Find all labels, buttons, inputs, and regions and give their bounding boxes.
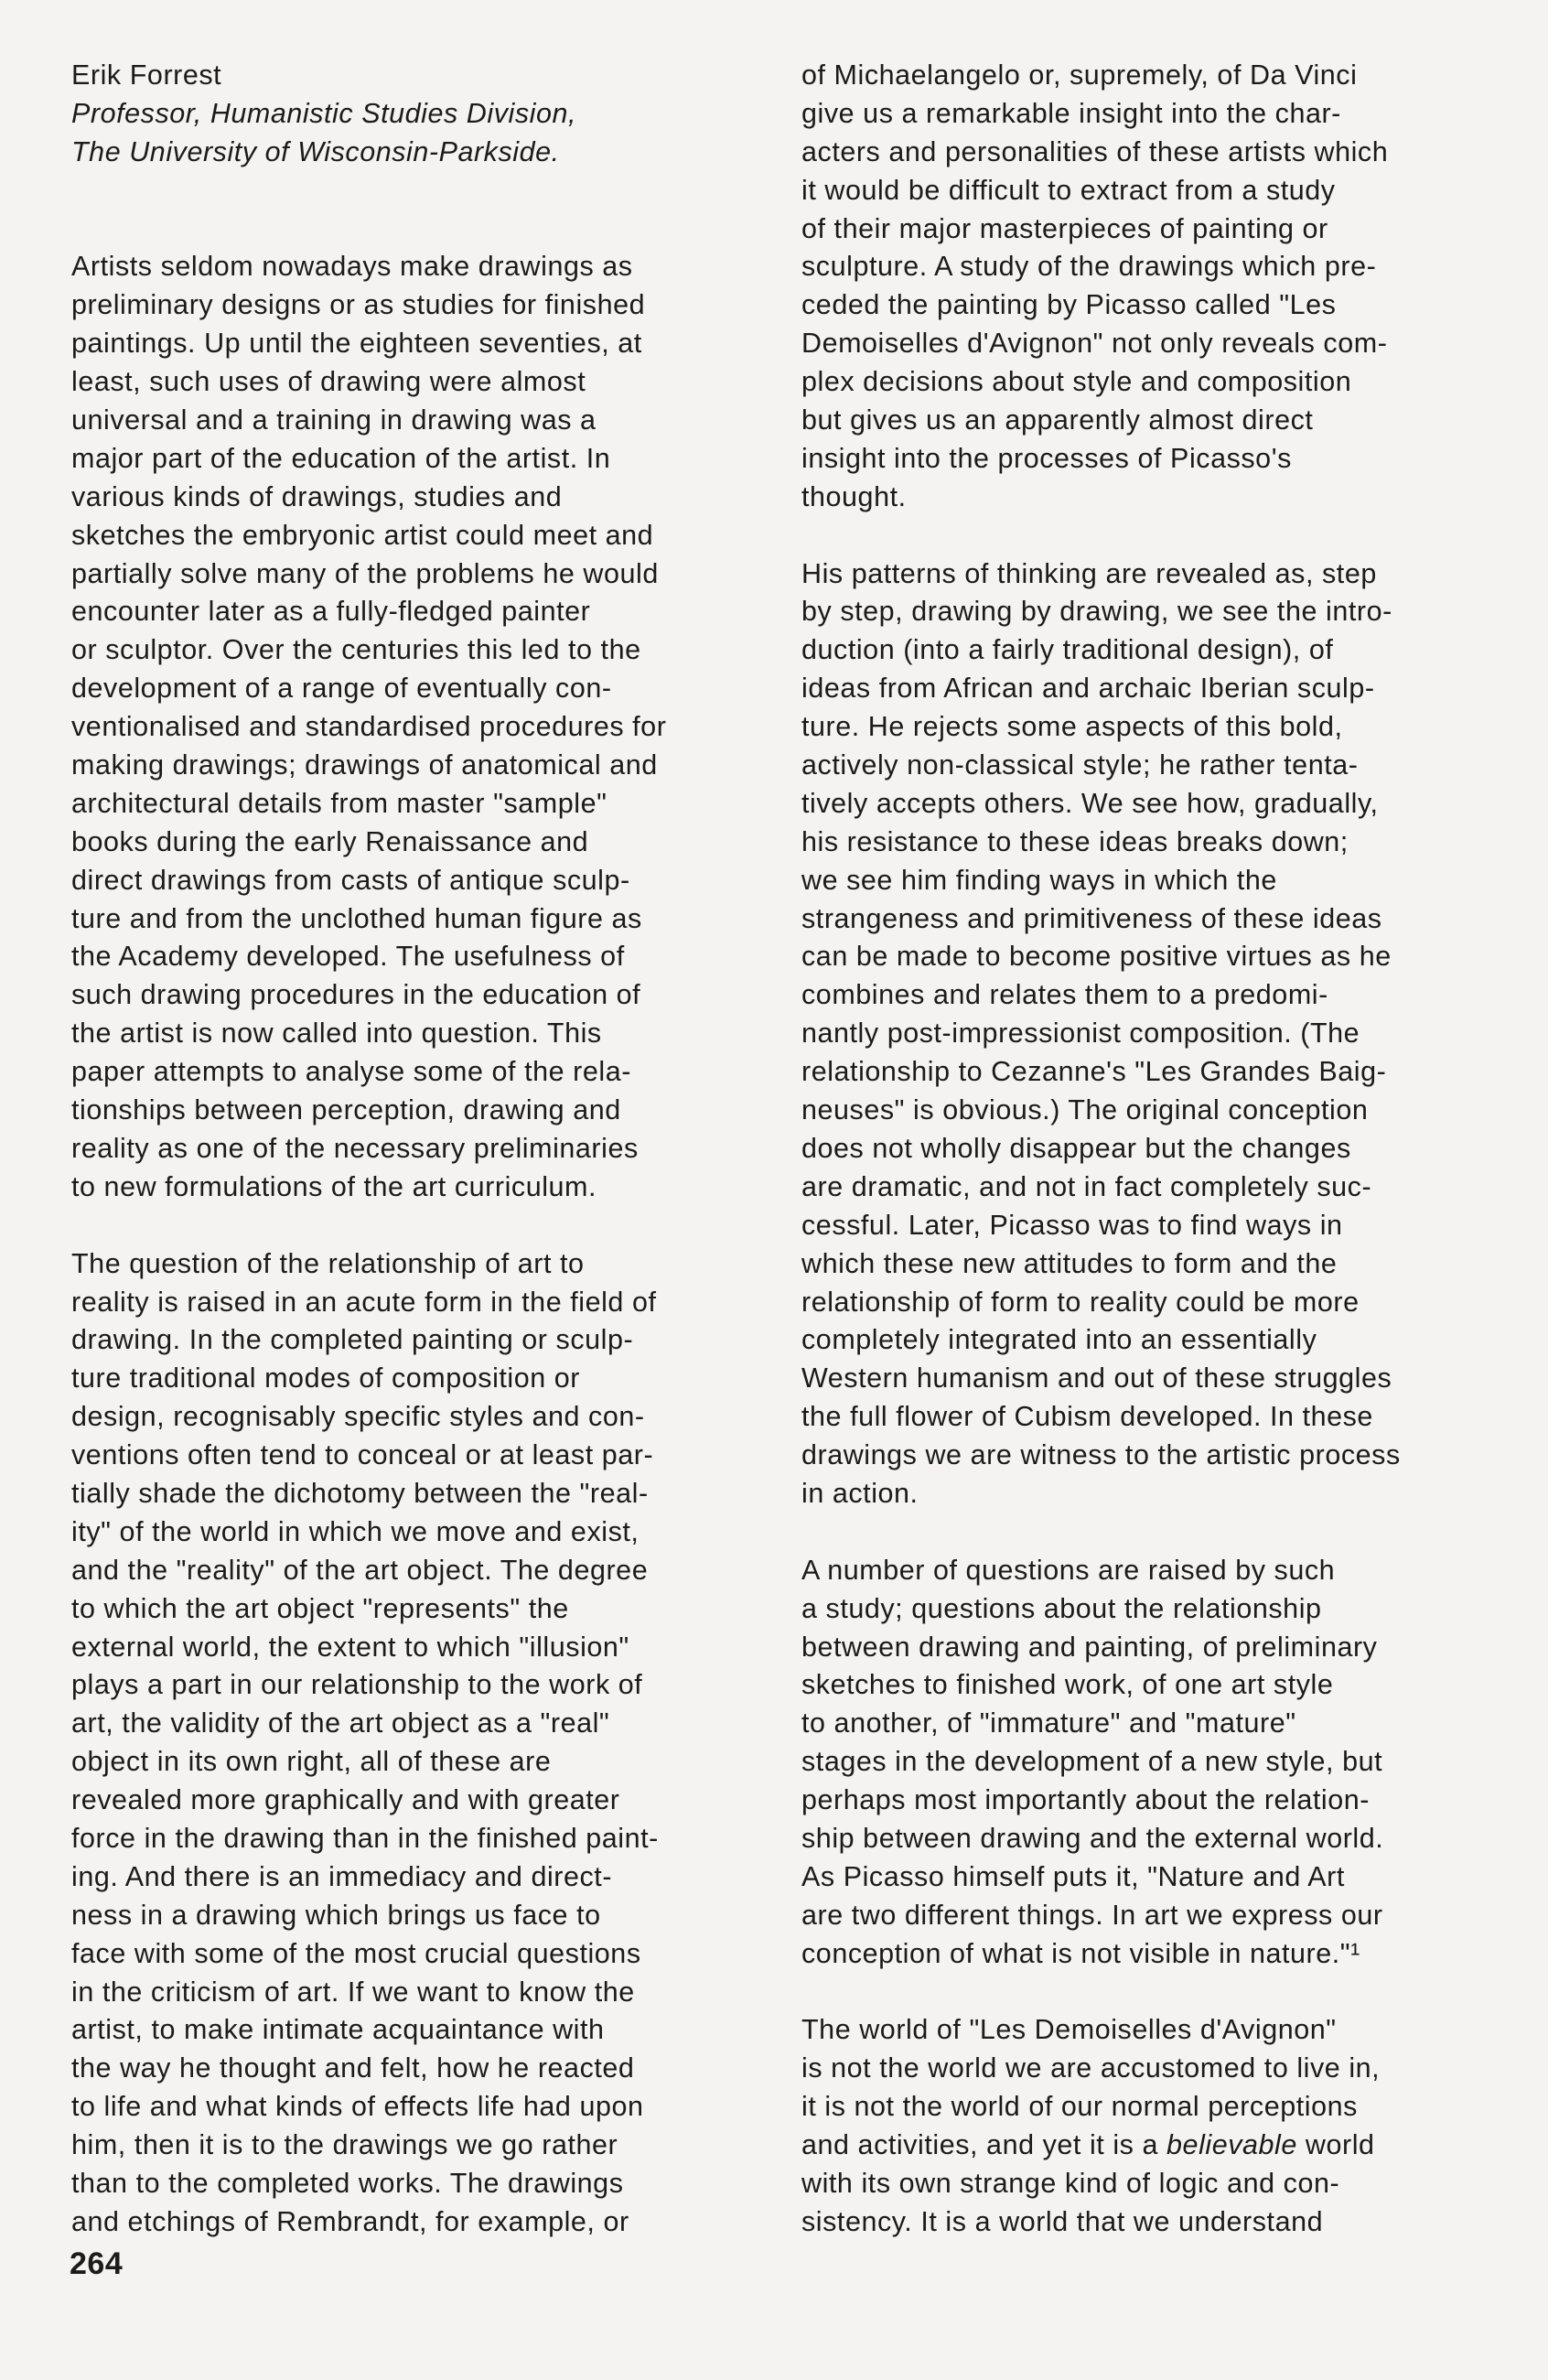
text-line: sketches the embryonic artist could meet and xyxy=(71,519,654,551)
text-line: tially shade the dichotomy between the "real- xyxy=(71,1477,649,1509)
right-column xyxy=(801,57,1515,2242)
paragraph xyxy=(801,1552,1515,1974)
text-line: ture and from the unclothed human figure as xyxy=(71,902,642,934)
text-line: a study; questions about the relationship xyxy=(801,1592,1322,1624)
text-line: art, the validity of the art object as a "real" xyxy=(71,1707,610,1739)
text-line: acters and personalities of these artists which xyxy=(801,135,1389,167)
text-line: perhaps most importantly about the relation- xyxy=(801,1784,1370,1816)
text-line: books during the early Renaissance and xyxy=(71,825,589,857)
author-title: Professor, Humanistic Studies Division, xyxy=(71,97,577,129)
text-segment: world xyxy=(1296,2129,1375,2161)
text-line: than to the completed works. The drawings xyxy=(71,2167,624,2199)
text-line: external world, the extent to which "illusion" xyxy=(71,1631,629,1663)
text-line: The question of the relationship of art to xyxy=(71,1247,585,1279)
text-line: cessful. Later, Picasso was to find ways in xyxy=(801,1209,1343,1241)
text-line: is not the world we are accustomed to live in, xyxy=(801,2052,1381,2084)
text-line: making drawings; drawings of anatomical and xyxy=(71,749,658,781)
text-line: duction (into a fairly traditional design), of xyxy=(801,634,1334,666)
text-line: of their major masterpieces of painting or xyxy=(801,212,1328,244)
text-line: revealed more graphically and with greater xyxy=(71,1784,620,1816)
text-line: we see him finding ways in which the xyxy=(801,864,1277,896)
text-line: His patterns of thinking are revealed as, step xyxy=(801,557,1377,589)
text-line: ing. And there is an immediacy and direct- xyxy=(71,1860,613,1892)
text-line: relationship of form to reality could be more xyxy=(801,1286,1360,1318)
text-line: ity" of the world in which we move and exist, xyxy=(71,1515,640,1547)
text-line: strangeness and primitiveness of these ideas xyxy=(801,902,1382,934)
spacer xyxy=(71,1207,785,1245)
text-line: neuses" is obvious.) The original conception xyxy=(801,1094,1369,1126)
text-line: Demoiselles d'Avignon" not only reveals com- xyxy=(801,328,1388,360)
text-line: sketches to finished work, of one art style xyxy=(801,1669,1334,1701)
text-line: the full flower of Cubism developed. In these xyxy=(801,1401,1373,1433)
text-line: tively accepts others. We see how, gradually, xyxy=(801,787,1379,819)
text-line: which these new attitudes to form and the xyxy=(801,1247,1338,1279)
text-line: reality as one of the necessary preliminaries xyxy=(71,1132,639,1164)
text-line: relationship to Cezanne's "Les Grandes Baig- xyxy=(801,1056,1387,1088)
text-line: between drawing and painting, of preliminary xyxy=(801,1631,1378,1663)
text-line: face with some of the most crucial questions xyxy=(71,1937,641,1969)
text-line: least, such uses of drawing were almost xyxy=(71,366,586,398)
paragraph xyxy=(801,57,1515,517)
text-line: of Michaelangelo or, supremely, of Da Vinci xyxy=(801,59,1358,91)
text-line: artist, to make intimate acquaintance with xyxy=(71,2014,605,2046)
text-line: in the criticism of art. If we want to know the xyxy=(71,1976,635,2008)
emphasis-word: believable xyxy=(1166,2129,1297,2161)
text-line: with its own strange kind of logic and con- xyxy=(801,2167,1340,2199)
text-line: him, then it is to the drawings we go rather xyxy=(71,2129,618,2161)
text-line: major part of the education of the artist. In xyxy=(71,442,611,474)
text-line: or sculptor. Over the centuries this led to the xyxy=(71,634,641,666)
paragraph xyxy=(801,555,1515,1513)
text-line: conception of what is not visible in nature."¹ xyxy=(801,1937,1360,1969)
page-number: 264 xyxy=(70,2246,124,2281)
text-line: in action. xyxy=(801,1477,919,1509)
text-line: can be made to become positive virtues as he xyxy=(801,941,1392,973)
text-line: Artists seldom nowadays make drawings as xyxy=(71,251,633,283)
text-line: paper attempts to analyse some of the rela- xyxy=(71,1056,631,1088)
text-line: plex decisions about style and composition xyxy=(801,366,1352,398)
text-line: by step, drawing by drawing, we see the intro- xyxy=(801,596,1392,628)
text-line: to which the art object "represents" the xyxy=(71,1592,569,1624)
text-line: are dramatic, and not in fact completely suc- xyxy=(801,1170,1372,1202)
author-block xyxy=(71,57,785,172)
text-line: to life and what kinds of effects life had upon xyxy=(71,2091,644,2123)
text-line: are two different things. In art we express our xyxy=(801,1899,1383,1931)
text-line: his resistance to these ideas breaks down; xyxy=(801,825,1349,857)
text-line: ventions often tend to conceal or at least par- xyxy=(71,1439,654,1471)
spacer xyxy=(801,1974,1515,2012)
text-line: drawings we are witness to the artistic process xyxy=(801,1439,1401,1471)
author-name: Erik Forrest xyxy=(71,59,222,91)
text-line: drawing. In the completed painting or sculp- xyxy=(71,1324,634,1356)
text-line: ideas from African and archaic Iberian sculp- xyxy=(801,673,1375,705)
text-line: tionships between perception, drawing and xyxy=(71,1094,621,1126)
text-line: ventionalised and standardised procedures for xyxy=(71,711,667,743)
text-line: combines and relates them to a predomi- xyxy=(801,979,1328,1011)
text-line: and etchings of Rembrandt, for example, or xyxy=(71,2205,629,2237)
text-line: various kinds of drawings, studies and xyxy=(71,480,563,512)
left-column xyxy=(71,57,785,2242)
text-line: ship between drawing and the external world. xyxy=(801,1822,1384,1854)
text-line: completely integrated into an essentially xyxy=(801,1324,1317,1356)
text-line: insight into the processes of Picasso's xyxy=(801,442,1292,474)
text-line: it would be difficult to extract from a study xyxy=(801,174,1336,206)
spacer xyxy=(801,517,1515,555)
text-segment: and activities, and yet it is a xyxy=(801,2129,1167,2161)
text-line: does not wholly disappear but the changes xyxy=(801,1132,1351,1164)
text-line: As Picasso himself puts it, "Nature and Art xyxy=(801,1860,1345,1892)
text-line: sculpture. A study of the drawings which pre- xyxy=(801,251,1377,283)
text-line: encounter later as a fully-fledged painter xyxy=(71,596,591,628)
text-line: and the "reality" of the art object. The degree xyxy=(71,1554,649,1586)
text-line: sistency. It is a world that we understand xyxy=(801,2205,1324,2237)
author-affiliation: The University of Wisconsin-Parkside. xyxy=(71,135,560,167)
text-line: The world of "Les Demoiselles d'Avignon" xyxy=(801,2014,1337,2046)
text-line: object in its own right, all of these are xyxy=(71,1746,552,1778)
text-line: A number of questions are raised by such xyxy=(801,1554,1336,1586)
text-line: but gives us an apparently almost direct xyxy=(801,404,1314,436)
text-line: ceded the painting by Picasso called "Les xyxy=(801,289,1337,321)
text-line: the way he thought and felt, how he reacted xyxy=(71,2052,635,2084)
spacer xyxy=(801,1513,1515,1552)
text-line: the artist is now called into question. This xyxy=(71,1018,602,1050)
paragraph xyxy=(71,1245,785,2242)
spacer xyxy=(71,172,785,210)
text-line: ness in a drawing which brings us face to xyxy=(71,1899,601,1931)
text-line: plays a part in our relationship to the work of xyxy=(71,1669,643,1701)
text-line: ture. He rejects some aspects of this bold, xyxy=(801,711,1343,743)
text-line: ture traditional modes of composition or xyxy=(71,1362,581,1395)
text-line: paintings. Up until the eighteen seventies, at xyxy=(71,328,642,360)
text-line: it is not the world of our normal perceptions xyxy=(801,2091,1358,2123)
text-line: give us a remarkable insight into the char- xyxy=(801,97,1341,129)
paragraph xyxy=(71,248,785,1206)
text-line: thought. xyxy=(801,480,907,512)
text-line: Western humanism and out of these struggles xyxy=(801,1362,1392,1395)
text-line: to another, of "immature" and "mature" xyxy=(801,1707,1296,1739)
text-line xyxy=(801,2127,1515,2165)
text-line: such drawing procedures in the education of xyxy=(71,979,641,1011)
text-line: direct drawings from casts of antique sculp- xyxy=(71,864,630,896)
text-line: universal and a training in drawing was a xyxy=(71,404,597,436)
text-line: architectural details from master "sample" xyxy=(71,787,607,819)
text-line: nantly post-impressionist composition. (The xyxy=(801,1018,1360,1050)
text-line: preliminary designs or as studies for finished xyxy=(71,289,646,321)
text-line: partially solve many of the problems he would xyxy=(71,557,659,589)
spacer xyxy=(71,210,785,249)
text-line: the Academy developed. The usefulness of xyxy=(71,941,625,973)
text-line: development of a range of eventually con- xyxy=(71,673,612,705)
text-line: stages in the development of a new style, but xyxy=(801,1746,1383,1778)
text-line: reality is raised in an acute form in the field of xyxy=(71,1286,657,1318)
text-line: force in the drawing than in the finished paint- xyxy=(71,1822,659,1854)
text-line: design, recognisably specific styles and con- xyxy=(71,1401,645,1433)
text-line: to new formulations of the art curriculum. xyxy=(71,1170,597,1202)
text-line: actively non-classical style; he rather tenta- xyxy=(801,749,1359,781)
paragraph xyxy=(801,2011,1515,2241)
